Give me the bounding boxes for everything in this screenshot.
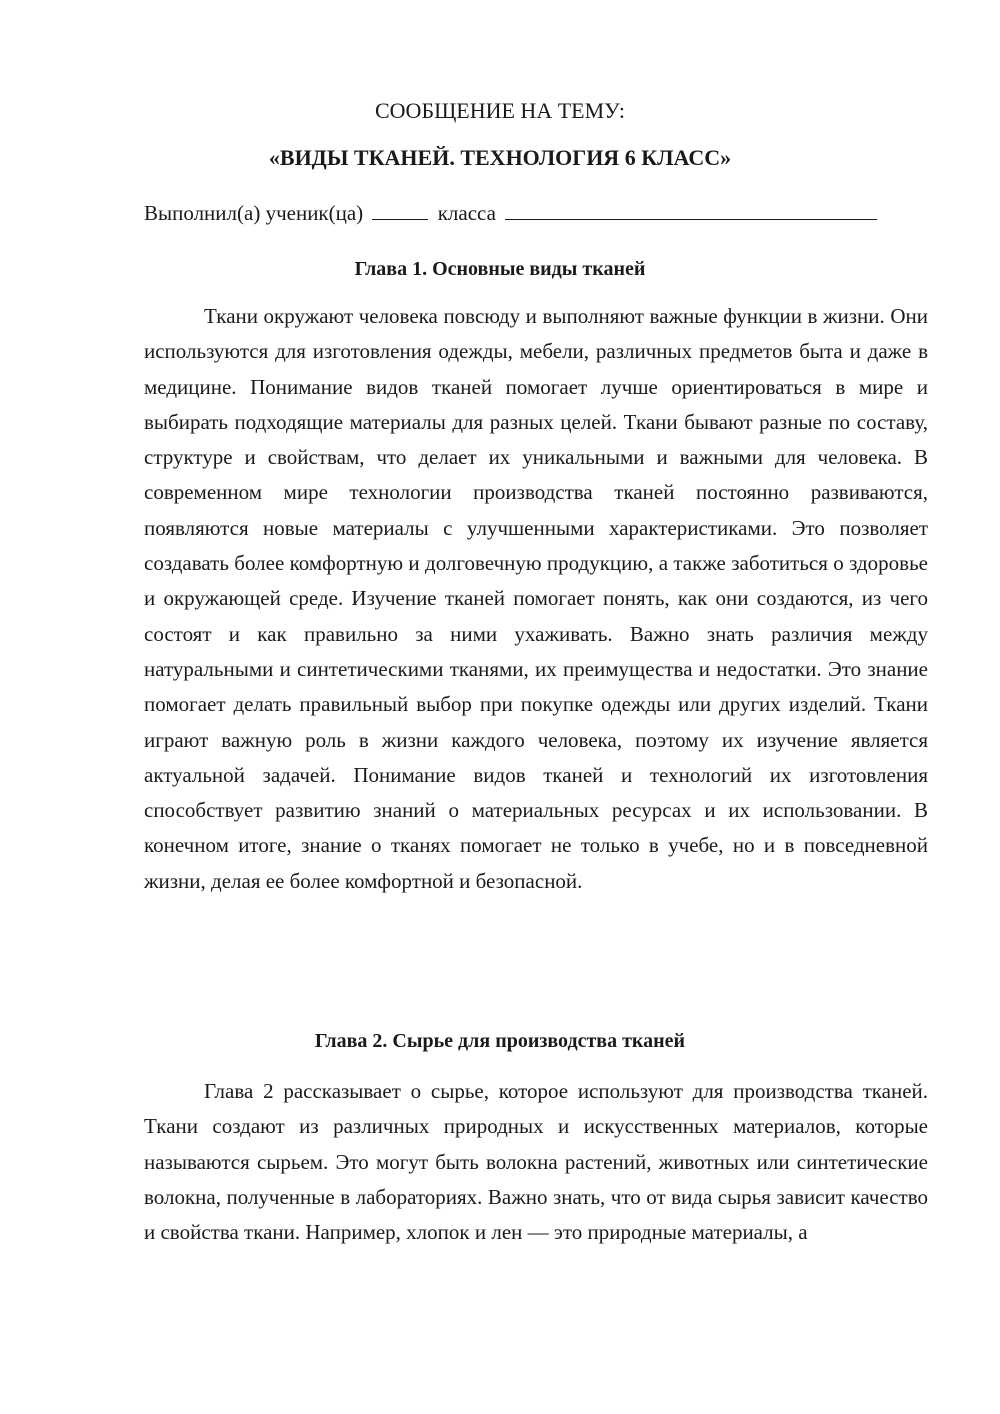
document-title-line-2: «ВИДЫ ТКАНЕЙ. ТЕХНОЛОГИЯ 6 КЛАСС» <box>268 145 732 170</box>
document-title-line-1: СООБЩЕНИЕ НА ТЕМУ: <box>375 98 625 123</box>
chapter-1-heading: Глава 1. Основные виды тканей <box>354 258 646 280</box>
chapter-2-paragraph: Глава 2 рассказывает о сырье, которое используют для производства тканей. Ткани создают из различных природных и искусственных материалов, которые называются сырьем. Это могут быть волокна растений, животных или синтетические волокна, полученные в лабораториях. Важно знать, что от вида сырья зависит качество и свойства ткани. Например, хлопок и лен — это природные материалы, а <box>144 1079 928 1245</box>
class-number-blank <box>372 201 428 220</box>
chapter-2-heading: Глава 2. Сырье для производства тканей <box>314 1030 686 1052</box>
student-name-blank <box>505 201 877 220</box>
author-line <box>144 198 934 228</box>
class-label: класса <box>437 201 496 225</box>
chapter-1-paragraph: Ткани окружают человека повсюду и выполняют важные функции в жизни. Они используются для изготовления одежды, мебели, различных предметов быта и даже в медицине. Понимание видов тканей помогает лучше ориентироваться в мире и выбирать подходящие материалы для разных целей. Ткани бывают разные по составу, структуре и свойствам, что делает их уникальными и важными для человека. В современном мире технологии производства тканей постоянно развиваются, появляются новые материалы с улучшенными характеристиками. Это позволяет создавать более комфортную и долговечную продукцию, а также заботиться о здоровье и окружающей среде. Изучение тканей помогает понять, как они создаются, из чего состоят и как правильно за ними ухаживать. Важно знать различия между натуральными и синтетическими тканями, их преимущества и недостатки. Это знание помогает делать правильный выбор при покупке одежды или других изделий. Ткани играют важную роль в жизни каждого человека, поэтому их изучение является актуальной задачей. Понимание видов тканей и технологий их изготовления способствует развитию знаний о материальных ресурсах и их использовании. В конечном итоге, знание о тканях помогает не только в учебе, но и в повседневной жизни, делая ее более комфортной и безопасной. <box>144 304 928 893</box>
author-label: Выполнил(а) ученик(ца) <box>144 201 364 225</box>
